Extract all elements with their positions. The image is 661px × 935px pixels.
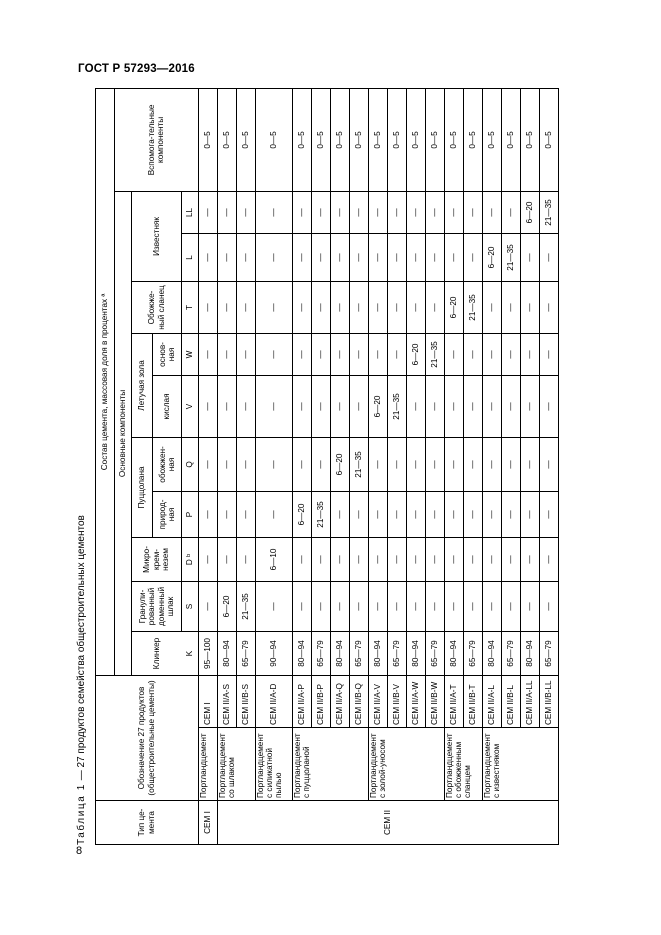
value-cell: — bbox=[217, 333, 236, 375]
col-pozz-calcined: обожжен-ная bbox=[153, 437, 182, 491]
value-cell: — bbox=[292, 581, 311, 631]
value-cell: — bbox=[425, 437, 444, 491]
value-cell: — bbox=[198, 233, 217, 281]
value-cell: — bbox=[292, 537, 311, 581]
value-cell: — bbox=[406, 581, 425, 631]
value-cell: — bbox=[368, 333, 387, 375]
value-cell: 0—5 bbox=[311, 88, 330, 191]
code-q: Q bbox=[182, 437, 199, 491]
value-cell: — bbox=[387, 191, 406, 233]
product-name-cell: Портландцемент с обожженным сланцем bbox=[444, 728, 482, 801]
table-row bbox=[198, 88, 217, 844]
value-cell: — bbox=[349, 375, 368, 437]
product-code-cell: CEM II/A-W bbox=[406, 675, 425, 727]
value-cell: — bbox=[311, 581, 330, 631]
product-code-cell: CEM II/A-L bbox=[482, 675, 501, 727]
value-cell: 95—100 bbox=[198, 631, 217, 675]
value-cell: — bbox=[198, 333, 217, 375]
value-cell: 21—35 bbox=[463, 281, 482, 333]
value-cell: — bbox=[292, 375, 311, 437]
value-cell: — bbox=[217, 375, 236, 437]
value-cell: — bbox=[425, 537, 444, 581]
product-name-cell: Портландцемент со шлаком bbox=[217, 728, 255, 801]
value-cell: — bbox=[311, 537, 330, 581]
value-cell: 65—79 bbox=[311, 631, 330, 675]
value-cell: — bbox=[236, 437, 255, 491]
value-cell: — bbox=[520, 233, 539, 281]
value-cell: — bbox=[444, 333, 463, 375]
code-v: V bbox=[182, 375, 199, 437]
col-main-components: Основные компоненты bbox=[115, 191, 132, 675]
col-fa-calcareous: основ-ная bbox=[153, 333, 182, 375]
value-cell: 0—5 bbox=[406, 88, 425, 191]
value-cell: — bbox=[217, 233, 236, 281]
product-code-cell: CEM II/B-W bbox=[425, 675, 444, 727]
value-cell: — bbox=[444, 491, 463, 537]
value-cell: — bbox=[292, 233, 311, 281]
value-cell: — bbox=[255, 375, 292, 437]
value-cell: — bbox=[539, 437, 558, 491]
value-cell: — bbox=[539, 537, 558, 581]
col-minor-components: Вспомога-тельные компоненты bbox=[115, 88, 199, 191]
value-cell: 6—20 bbox=[444, 281, 463, 333]
value-cell: — bbox=[311, 333, 330, 375]
value-cell: — bbox=[444, 437, 463, 491]
value-cell: — bbox=[330, 491, 349, 537]
col-burnt-shale: Обожже-ный сланец bbox=[132, 281, 182, 333]
value-cell: — bbox=[368, 537, 387, 581]
value-cell: — bbox=[198, 581, 217, 631]
value-cell: — bbox=[501, 191, 520, 233]
table-caption-text: — 27 продуктов семейства общестроительных цементов bbox=[76, 515, 87, 784]
value-cell: — bbox=[292, 333, 311, 375]
value-cell: — bbox=[330, 375, 349, 437]
value-cell: — bbox=[463, 333, 482, 375]
value-cell: — bbox=[463, 191, 482, 233]
value-cell: 6—20 bbox=[217, 581, 236, 631]
value-cell: — bbox=[406, 491, 425, 537]
col-pozzolana: Пуццолана bbox=[132, 437, 153, 537]
value-cell: — bbox=[520, 437, 539, 491]
col-clinker: Клинкер bbox=[132, 631, 182, 675]
value-cell: — bbox=[236, 333, 255, 375]
value-cell: — bbox=[255, 437, 292, 491]
value-cell: 0—5 bbox=[501, 88, 520, 191]
value-cell: 21—35 bbox=[236, 581, 255, 631]
value-cell: 21—35 bbox=[311, 491, 330, 537]
value-cell: 21—35 bbox=[349, 437, 368, 491]
product-code-cell: CEM II/B-T bbox=[463, 675, 482, 727]
value-cell: — bbox=[349, 581, 368, 631]
product-name-cell: Портландцемент с известняком bbox=[482, 728, 558, 801]
value-cell: — bbox=[444, 191, 463, 233]
value-cell: — bbox=[444, 375, 463, 437]
value-cell: 21—35 bbox=[539, 191, 558, 233]
value-cell: 0—5 bbox=[236, 88, 255, 191]
value-cell: — bbox=[406, 233, 425, 281]
value-cell: — bbox=[368, 437, 387, 491]
value-cell: 0—5 bbox=[330, 88, 349, 191]
value-cell: — bbox=[330, 333, 349, 375]
value-cell: — bbox=[425, 191, 444, 233]
table-row bbox=[368, 88, 387, 844]
value-cell: — bbox=[501, 581, 520, 631]
value-cell: — bbox=[349, 191, 368, 233]
value-cell: 65—79 bbox=[463, 631, 482, 675]
value-cell: — bbox=[349, 537, 368, 581]
value-cell: — bbox=[539, 233, 558, 281]
product-code-cell: CEM II/B-V bbox=[387, 675, 406, 727]
value-cell: — bbox=[217, 537, 236, 581]
value-cell: 90—94 bbox=[255, 631, 292, 675]
value-cell: 65—79 bbox=[387, 631, 406, 675]
value-cell: — bbox=[236, 375, 255, 437]
value-cell: 0—5 bbox=[482, 88, 501, 191]
value-cell: — bbox=[255, 491, 292, 537]
value-cell: 65—79 bbox=[501, 631, 520, 675]
value-cell: 6—20 bbox=[520, 191, 539, 233]
value-cell: — bbox=[387, 281, 406, 333]
value-cell: 0—5 bbox=[198, 88, 217, 191]
product-code-cell: CEM I bbox=[198, 675, 217, 727]
value-cell: — bbox=[539, 375, 558, 437]
col-fly-ash: Летучая зола bbox=[132, 333, 153, 437]
code-p: P bbox=[182, 491, 199, 537]
value-cell: 0—5 bbox=[368, 88, 387, 191]
value-cell: — bbox=[406, 375, 425, 437]
value-cell: — bbox=[198, 437, 217, 491]
value-cell: 80—94 bbox=[444, 631, 463, 675]
value-cell: — bbox=[463, 581, 482, 631]
value-cell: — bbox=[520, 281, 539, 333]
code-k: K bbox=[182, 631, 199, 675]
value-cell: — bbox=[349, 491, 368, 537]
document-header: ГОСТ Р 57293—2016 bbox=[78, 63, 195, 75]
product-code-cell: CEM II/A-Q bbox=[330, 675, 349, 727]
value-cell: — bbox=[482, 281, 501, 333]
value-cell: 6—20 bbox=[330, 437, 349, 491]
value-cell: — bbox=[539, 491, 558, 537]
value-cell: — bbox=[198, 191, 217, 233]
value-cell: 65—79 bbox=[539, 631, 558, 675]
cement-type-cell: CEM I bbox=[198, 801, 217, 845]
value-cell: 80—94 bbox=[292, 631, 311, 675]
value-cell: — bbox=[539, 281, 558, 333]
value-cell: 0—5 bbox=[539, 88, 558, 191]
code-l: L bbox=[182, 233, 199, 281]
value-cell: — bbox=[520, 581, 539, 631]
product-code-cell: CEM II/A-LL bbox=[520, 675, 539, 727]
value-cell: — bbox=[330, 191, 349, 233]
value-cell: 65—79 bbox=[425, 631, 444, 675]
value-cell: — bbox=[236, 537, 255, 581]
product-name-cell: Портландцемент bbox=[198, 728, 217, 801]
value-cell: 6—20 bbox=[482, 233, 501, 281]
value-cell: — bbox=[387, 437, 406, 491]
value-cell: — bbox=[482, 333, 501, 375]
value-cell: — bbox=[482, 537, 501, 581]
table-body bbox=[198, 88, 558, 844]
value-cell: — bbox=[520, 333, 539, 375]
value-cell: — bbox=[255, 233, 292, 281]
value-cell: 6—20 bbox=[292, 491, 311, 537]
value-cell: — bbox=[425, 375, 444, 437]
value-cell: — bbox=[330, 581, 349, 631]
table-caption-prefix: Таблица 1 bbox=[76, 783, 87, 845]
value-cell: — bbox=[368, 233, 387, 281]
value-cell: — bbox=[255, 581, 292, 631]
table-row bbox=[217, 88, 236, 844]
value-cell: — bbox=[463, 537, 482, 581]
value-cell: — bbox=[368, 491, 387, 537]
value-cell: 0—5 bbox=[255, 88, 292, 191]
value-cell: — bbox=[217, 437, 236, 491]
value-cell: — bbox=[501, 281, 520, 333]
value-cell: 6—20 bbox=[406, 333, 425, 375]
value-cell: 80—94 bbox=[217, 631, 236, 675]
col-main-types: Тип це-мента bbox=[96, 801, 199, 845]
value-cell: — bbox=[387, 537, 406, 581]
value-cell: — bbox=[368, 191, 387, 233]
value-cell: — bbox=[444, 581, 463, 631]
value-cell: 80—94 bbox=[330, 631, 349, 675]
value-cell: — bbox=[463, 437, 482, 491]
value-cell: — bbox=[255, 333, 292, 375]
value-cell: — bbox=[292, 281, 311, 333]
value-cell: 0—5 bbox=[520, 88, 539, 191]
value-cell: 80—94 bbox=[406, 631, 425, 675]
value-cell: 0—5 bbox=[463, 88, 482, 191]
value-cell: 6—20 bbox=[368, 375, 387, 437]
value-cell: — bbox=[236, 281, 255, 333]
value-cell: — bbox=[482, 491, 501, 537]
value-cell: — bbox=[330, 233, 349, 281]
value-cell: 80—94 bbox=[520, 631, 539, 675]
value-cell: — bbox=[463, 375, 482, 437]
value-cell: 0—5 bbox=[349, 88, 368, 191]
value-cell: — bbox=[482, 191, 501, 233]
value-cell: — bbox=[311, 233, 330, 281]
value-cell: — bbox=[198, 537, 217, 581]
value-cell: — bbox=[255, 191, 292, 233]
rotated-table-region bbox=[76, 89, 586, 845]
value-cell: — bbox=[425, 281, 444, 333]
value-cell: — bbox=[217, 491, 236, 537]
cement-composition-table bbox=[95, 88, 559, 845]
value-cell: — bbox=[217, 191, 236, 233]
value-cell: — bbox=[501, 333, 520, 375]
value-cell: — bbox=[425, 491, 444, 537]
value-cell: — bbox=[349, 281, 368, 333]
product-code-cell: CEM II/A-D bbox=[255, 675, 292, 727]
product-code-cell: CEM II/B-Q bbox=[349, 675, 368, 727]
value-cell: 0—5 bbox=[387, 88, 406, 191]
value-cell: — bbox=[501, 537, 520, 581]
value-cell: — bbox=[387, 233, 406, 281]
value-cell: — bbox=[198, 491, 217, 537]
value-cell: — bbox=[255, 281, 292, 333]
col-silica-fume: Микро-крем-незем bbox=[132, 537, 182, 581]
product-code-cell: CEM II/A-T bbox=[444, 675, 463, 727]
value-cell: — bbox=[501, 491, 520, 537]
page-number: 8 bbox=[76, 845, 83, 857]
value-cell: 0—5 bbox=[292, 88, 311, 191]
value-cell: — bbox=[406, 281, 425, 333]
value-cell: — bbox=[539, 581, 558, 631]
value-cell: — bbox=[387, 333, 406, 375]
value-cell: — bbox=[311, 437, 330, 491]
value-cell: 0—5 bbox=[217, 88, 236, 191]
value-cell: — bbox=[311, 191, 330, 233]
value-cell: — bbox=[482, 581, 501, 631]
value-cell: — bbox=[387, 581, 406, 631]
col-limestone: Известняк bbox=[132, 191, 182, 281]
product-code-cell: CEM II/B-P bbox=[311, 675, 330, 727]
value-cell: — bbox=[425, 581, 444, 631]
value-cell: — bbox=[198, 375, 217, 437]
product-name-cell: Портландцемент с силикатной пылью bbox=[255, 728, 292, 801]
value-cell: — bbox=[520, 491, 539, 537]
value-cell: — bbox=[236, 491, 255, 537]
col-composition: Состав цемента, массовая доля в процентах ª bbox=[96, 88, 115, 675]
product-code-cell: CEM II/B-S bbox=[236, 675, 255, 727]
value-cell: — bbox=[406, 191, 425, 233]
product-name-cell: Портландцемент с золой-уносом bbox=[368, 728, 444, 801]
value-cell: — bbox=[520, 375, 539, 437]
value-cell: — bbox=[349, 233, 368, 281]
value-cell: — bbox=[349, 333, 368, 375]
value-cell: 65—79 bbox=[349, 631, 368, 675]
value-cell: 21—35 bbox=[387, 375, 406, 437]
value-cell: — bbox=[482, 437, 501, 491]
code-d: D ᵇ bbox=[182, 537, 199, 581]
product-name-cell: Портландцемент с пуццоланой bbox=[292, 728, 368, 801]
table-row bbox=[292, 88, 311, 844]
value-cell: — bbox=[501, 437, 520, 491]
col-pozz-natural: природ-ная bbox=[153, 491, 182, 537]
table-row bbox=[482, 88, 501, 844]
value-cell: — bbox=[368, 281, 387, 333]
code-t: T bbox=[182, 281, 199, 333]
value-cell: 0—5 bbox=[425, 88, 444, 191]
col-notation: Обозначение 27 продуктов (общестроительные цементы) bbox=[96, 675, 199, 800]
table-row bbox=[444, 88, 463, 844]
value-cell: — bbox=[311, 375, 330, 437]
value-cell: — bbox=[387, 491, 406, 537]
value-cell: 6—10 bbox=[255, 537, 292, 581]
value-cell: 80—94 bbox=[368, 631, 387, 675]
code-ll: LL bbox=[182, 191, 199, 233]
value-cell: — bbox=[292, 437, 311, 491]
value-cell: — bbox=[330, 281, 349, 333]
value-cell: — bbox=[311, 281, 330, 333]
value-cell: — bbox=[482, 375, 501, 437]
col-slag: Гранули-рованный доменный шлак bbox=[132, 581, 182, 631]
value-cell: — bbox=[292, 191, 311, 233]
code-s: S bbox=[182, 581, 199, 631]
cement-type-cell: CEM II bbox=[217, 801, 558, 845]
value-cell: 0—5 bbox=[444, 88, 463, 191]
value-cell: 21—35 bbox=[501, 233, 520, 281]
product-code-cell: CEM II/B-L bbox=[501, 675, 520, 727]
product-code-cell: CEM II/A-V bbox=[368, 675, 387, 727]
value-cell: — bbox=[520, 537, 539, 581]
value-cell: — bbox=[368, 581, 387, 631]
value-cell: — bbox=[217, 281, 236, 333]
value-cell: 65—79 bbox=[236, 631, 255, 675]
value-cell: — bbox=[463, 233, 482, 281]
value-cell: — bbox=[236, 191, 255, 233]
value-cell: 80—94 bbox=[482, 631, 501, 675]
value-cell: — bbox=[198, 281, 217, 333]
code-w: W bbox=[182, 333, 199, 375]
value-cell: — bbox=[463, 491, 482, 537]
value-cell: — bbox=[539, 333, 558, 375]
value-cell: — bbox=[501, 375, 520, 437]
product-code-cell: CEM II/B-LL bbox=[539, 675, 558, 727]
value-cell: — bbox=[406, 437, 425, 491]
col-fa-siliceous: кислая bbox=[153, 375, 182, 437]
value-cell: — bbox=[444, 233, 463, 281]
value-cell: — bbox=[444, 537, 463, 581]
product-code-cell: CEM II/A-S bbox=[217, 675, 236, 727]
value-cell: — bbox=[425, 233, 444, 281]
table-row bbox=[255, 88, 292, 844]
value-cell: 21—35 bbox=[425, 333, 444, 375]
table-caption bbox=[76, 515, 87, 845]
value-cell: — bbox=[236, 233, 255, 281]
value-cell: — bbox=[406, 537, 425, 581]
value-cell: — bbox=[330, 537, 349, 581]
product-code-cell: CEM II/A-P bbox=[292, 675, 311, 727]
